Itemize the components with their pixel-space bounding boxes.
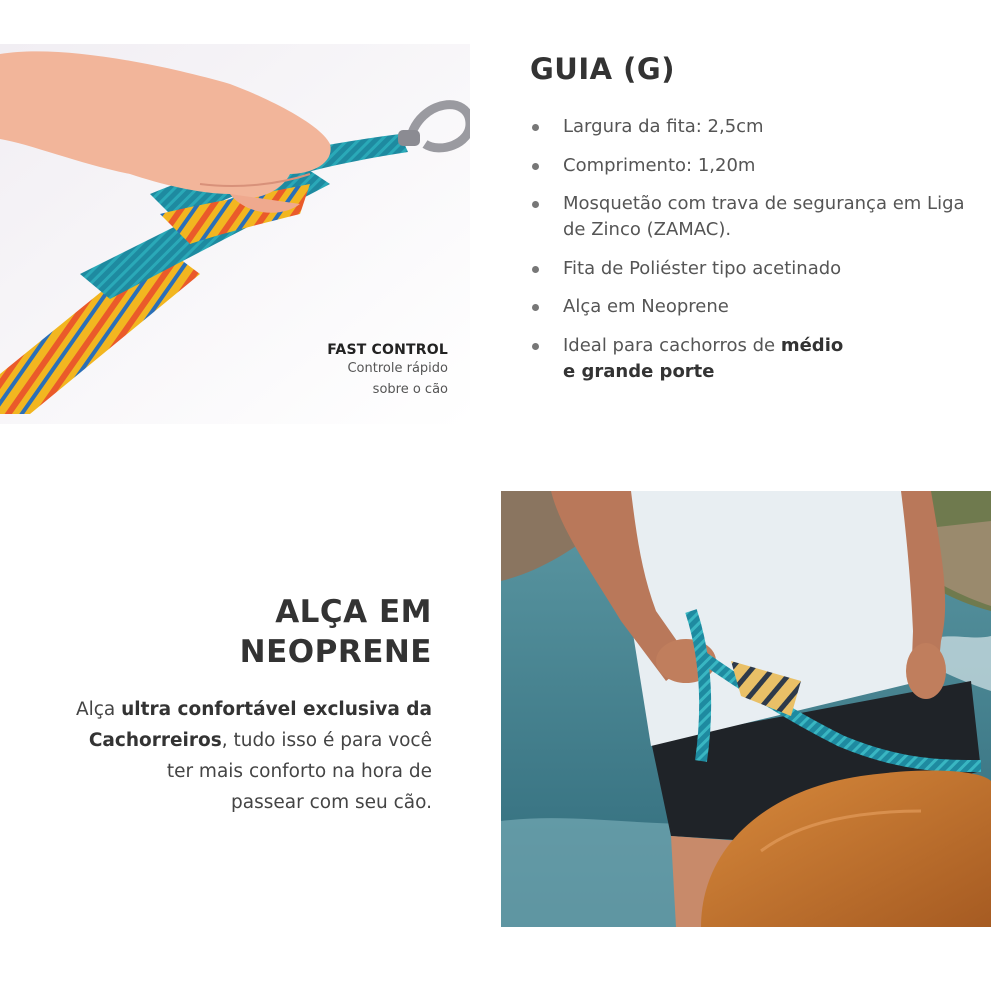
spec-item-length: Comprimento: 1,20m <box>530 153 975 179</box>
fast-control-caption <box>248 342 448 400</box>
fast-control-line1: Controle rápido <box>347 361 448 376</box>
spec-ideal-prefix: Ideal para cachorros de <box>563 334 781 356</box>
handle-title <box>240 592 432 672</box>
spec-ideal-bold2: e grande porte <box>563 360 715 382</box>
fast-control-title: FAST CONTROL <box>327 342 448 358</box>
handle-title-line1: ALÇA EM <box>275 594 432 630</box>
spec-item-width: Largura da fita: 2,5cm <box>530 114 975 140</box>
handle-desc-prefix: Alça <box>75 699 122 720</box>
handle-title-line2: NEOPRENE <box>239 634 432 670</box>
beach-walk-photo <box>501 491 991 927</box>
spec-item-ideal <box>530 333 975 385</box>
spec-ideal-bold1: médio <box>780 334 844 356</box>
handle-desc-rest1: , tudo isso é para você <box>221 730 432 751</box>
spec-item-handle: Alça em Neoprene <box>530 294 975 320</box>
handle-desc-bold2: Cachorreiros <box>88 730 222 751</box>
spec-title: GUIA (G) <box>530 52 675 86</box>
spec-list <box>530 114 975 397</box>
spec-item-fabric: Fita de Poliéster tipo acetinado <box>530 256 975 282</box>
fast-control-line2: sobre o cão <box>372 382 448 397</box>
spec-item-carabiner: Mosquetão com trava de segurança em Liga de Zinco (ZAMAC). <box>530 191 975 243</box>
handle-description <box>32 694 432 818</box>
handle-desc-bold1: ultra confortável exclusiva da <box>121 699 432 720</box>
handle-desc-rest3: passear com seu cão. <box>231 792 432 813</box>
handle-desc-rest2: ter mais conforto na hora de <box>166 761 432 782</box>
